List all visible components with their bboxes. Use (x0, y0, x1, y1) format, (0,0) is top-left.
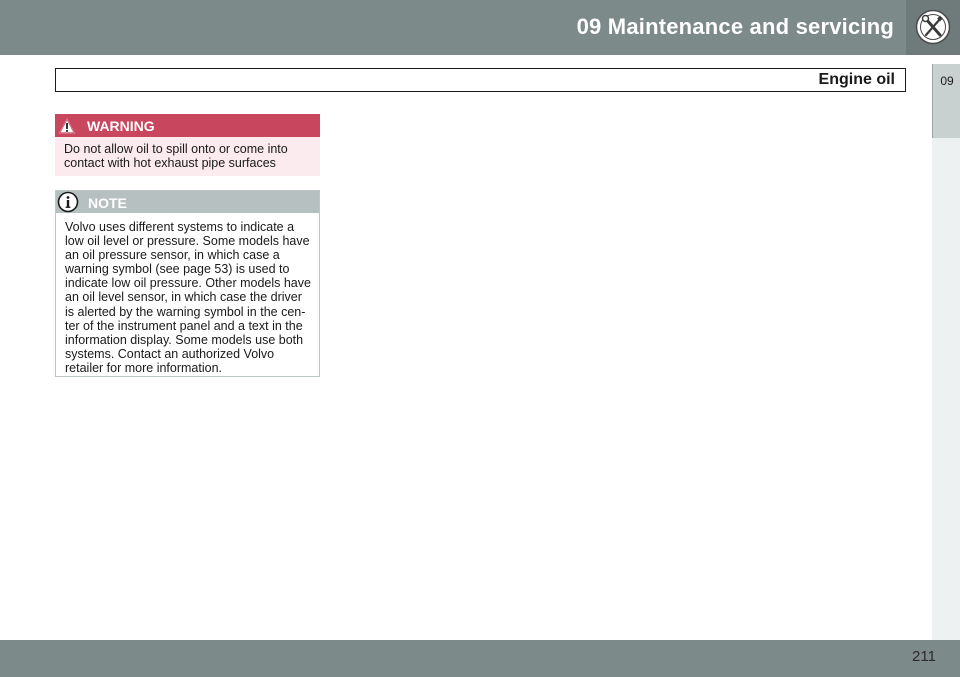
note-header (56, 191, 319, 213)
side-tab-label: 09 (940, 74, 954, 88)
footer-bar (0, 640, 960, 677)
note-line: warning symbol (see page 53) is used to (65, 262, 290, 277)
warning-title: WARNING (87, 118, 155, 134)
note-text (65, 220, 315, 375)
chapter-title: 09 Maintenance and servicing (576, 14, 894, 39)
note-line: is alerted by the warning symbol in the cen- (65, 304, 306, 319)
note-line: indicate low oil pressure. Other models have (65, 276, 311, 291)
side-strip (932, 138, 960, 640)
warning-text: Do not allow oil to spill onto or come into contact with hot exhaust pipe surfaces (64, 142, 288, 170)
note-line: an oil level sensor, in which case the driver (65, 290, 302, 305)
section-title-box (55, 68, 906, 92)
wrench-screwdriver-icon (915, 9, 951, 45)
info-circle-icon (57, 191, 79, 213)
note-line: retailer for more information. (65, 360, 223, 375)
page-number: 211 (912, 648, 936, 665)
section-title: Engine oil (818, 71, 895, 88)
note-title: NOTE (88, 195, 127, 211)
note-line: systems. Contact an authorized Volvo (65, 346, 275, 361)
warning-box (55, 114, 320, 176)
note-line: Volvo uses different systems to indicate a (65, 220, 295, 234)
warning-triangle-icon (57, 116, 77, 135)
note-line: low oil level or pressure. Some models have (65, 234, 310, 249)
warning-header (55, 114, 320, 137)
note-line: ter of the instrument panel and a text in the (65, 318, 303, 333)
note-box (55, 190, 320, 377)
chapter-side-tab (932, 64, 960, 139)
note-line: an oil pressure sensor, in which case a (65, 248, 280, 263)
note-line: information display. Some models use both (65, 332, 304, 347)
